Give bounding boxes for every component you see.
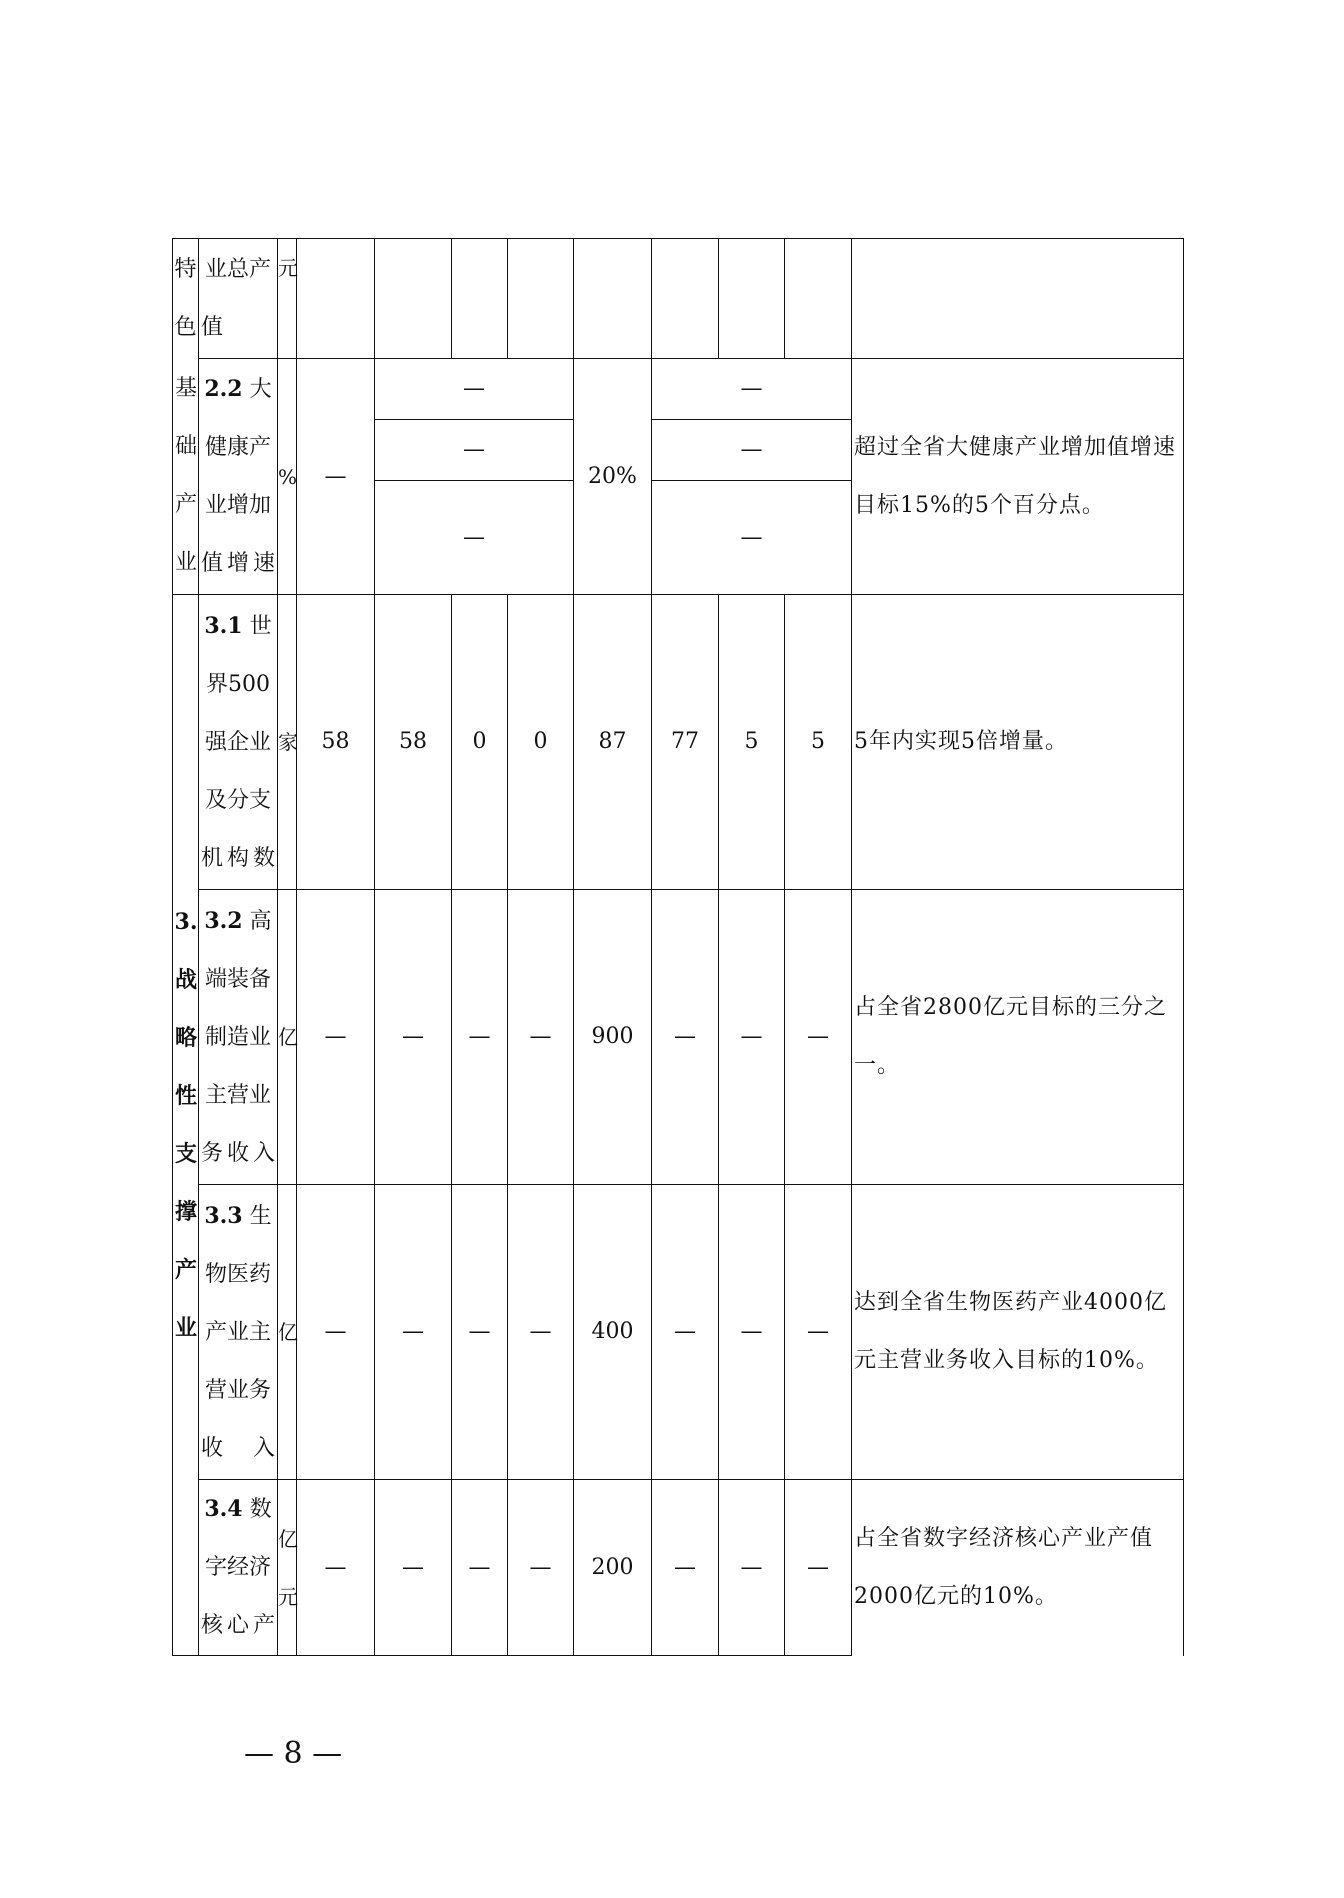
value: — — [529, 1554, 552, 1580]
value-cell — [375, 359, 574, 420]
item-name: 数字经济核心产 — [201, 1497, 275, 1638]
value: — — [463, 437, 485, 462]
unit-cell — [278, 359, 297, 595]
note-cell — [852, 359, 1184, 595]
note-cell — [852, 1480, 1184, 1656]
value: 5 — [811, 729, 825, 754]
item-name-cell — [199, 239, 278, 359]
value-cell — [297, 1185, 375, 1480]
value: — — [402, 1554, 424, 1580]
note-cell — [852, 239, 1184, 359]
value: — — [740, 1554, 763, 1580]
value-cell — [508, 890, 574, 1185]
value-cell — [652, 359, 852, 420]
value-cell — [452, 890, 508, 1185]
item-name-cell — [199, 890, 278, 1185]
value-cell — [508, 1185, 574, 1480]
indicator-table — [172, 238, 1184, 1656]
value-cell — [297, 595, 375, 890]
value-cell — [785, 1185, 852, 1480]
item-name-cell — [199, 595, 278, 890]
table-row — [173, 595, 1184, 890]
value: — — [324, 1319, 347, 1344]
value-cell — [508, 1480, 574, 1656]
item-name: 业总产值 — [201, 256, 271, 340]
value-cell — [375, 239, 452, 359]
value-cell — [574, 890, 652, 1185]
table-row — [173, 1480, 1184, 1656]
value-cell — [452, 1480, 508, 1656]
value-cell — [574, 359, 652, 595]
unit-label: 元 — [278, 256, 298, 280]
value: 0 — [533, 729, 548, 754]
value: — — [740, 1319, 763, 1344]
category-cell — [173, 359, 199, 595]
value-cell — [375, 481, 574, 595]
table-row — [173, 359, 1184, 420]
table-row — [173, 1185, 1184, 1480]
value: — — [529, 1024, 552, 1049]
item-code: 3.1 — [204, 612, 243, 639]
item-name-cell — [199, 1480, 278, 1656]
value-cell — [785, 239, 852, 359]
value: — — [740, 524, 763, 550]
item-name: 世界500强企业及分支机构数 — [201, 613, 275, 871]
unit-label: % — [278, 464, 298, 489]
unit-cell — [278, 595, 297, 890]
value-cell — [297, 359, 375, 595]
value-cell — [652, 1480, 719, 1656]
value-cell — [652, 1185, 719, 1480]
value-cell — [508, 595, 574, 890]
note-text: 超过全省大健康产业增加值增速目标15%的5个百分点。 — [854, 434, 1177, 518]
value-cell — [375, 1185, 452, 1480]
item-code: 3.2 — [204, 907, 243, 934]
value-cell — [375, 420, 574, 481]
value-cell — [452, 595, 508, 890]
value: 400 — [591, 1319, 634, 1344]
value-cell — [297, 239, 375, 359]
item-name: 高端装备制造业主营业务收入 — [201, 908, 275, 1166]
item-name: 大健康产业增加值增速 — [201, 377, 275, 576]
note-cell — [852, 595, 1184, 890]
value-cell — [785, 595, 852, 890]
category-cell — [173, 595, 199, 1656]
value-cell — [508, 239, 574, 359]
category-cell — [173, 239, 199, 359]
note-cell — [852, 1185, 1184, 1480]
value-cell — [652, 420, 852, 481]
unit-label: 亿元 — [278, 1526, 298, 1609]
value: 0 — [472, 729, 487, 754]
value-cell — [785, 1480, 852, 1656]
value: — — [463, 524, 485, 550]
category-fragment: 基础产业 — [174, 376, 197, 576]
item-name: 生物医药产业主营业务收入 — [201, 1203, 275, 1461]
value-cell — [375, 890, 452, 1185]
value: — — [807, 1319, 829, 1344]
value: — — [324, 463, 347, 489]
item-name-cell — [199, 1185, 278, 1480]
note-text: 达到全省生物医药产业4000亿元主营业务收入目标的10%。 — [854, 1290, 1167, 1373]
value-cell — [375, 1480, 452, 1656]
value-cell — [297, 890, 375, 1185]
value-cell — [652, 890, 719, 1185]
value-cell — [719, 595, 785, 890]
value: 77 — [671, 729, 699, 754]
value: — — [740, 437, 763, 462]
value: — — [468, 1024, 491, 1049]
value-cell — [719, 890, 785, 1185]
value: — — [740, 1024, 763, 1049]
value-cell — [785, 890, 852, 1185]
value-cell — [574, 239, 652, 359]
value: — — [529, 1319, 552, 1344]
value: 5 — [744, 729, 759, 754]
value-cell — [719, 239, 785, 359]
unit-cell — [278, 890, 297, 1185]
unit-cell — [278, 1480, 297, 1656]
value-cell — [452, 239, 508, 359]
value: — — [402, 1024, 424, 1049]
unit-label: 亿 — [278, 1320, 298, 1344]
item-code: 2.2 — [204, 376, 243, 402]
value: — — [807, 1024, 829, 1049]
note-text: 5年内实现5倍增量。 — [854, 729, 1068, 754]
value: — — [324, 1554, 347, 1580]
value-cell — [574, 1185, 652, 1480]
unit-label: 家 — [278, 730, 298, 754]
value: — — [807, 1554, 829, 1580]
unit-cell — [278, 239, 297, 359]
item-code: 3.3 — [204, 1202, 243, 1229]
note-text: 占全省2800亿元目标的三分之一。 — [854, 995, 1167, 1078]
value: — — [324, 1024, 347, 1049]
item-code: 3.4 — [204, 1496, 243, 1522]
table-row — [173, 239, 1184, 359]
value: 200 — [591, 1554, 634, 1580]
value: 900 — [591, 1024, 634, 1049]
value: 87 — [598, 729, 627, 754]
value-cell — [574, 595, 652, 890]
note-text: 占全省数字经济核心产业产值2000亿元的10%。 — [854, 1525, 1154, 1609]
value: — — [463, 376, 485, 401]
unit-cell — [278, 1185, 297, 1480]
table-row — [173, 890, 1184, 1185]
value: — — [468, 1554, 491, 1580]
value: — — [674, 1554, 696, 1580]
value: 58 — [399, 729, 427, 754]
page-number: — 8 — — [244, 1736, 343, 1771]
category-label: 3.战略性支撑产业 — [174, 909, 198, 1341]
category-fragment: 特色 — [174, 256, 197, 340]
value: — — [674, 1024, 696, 1049]
unit-label: 亿 — [278, 1025, 298, 1049]
value: — — [468, 1319, 491, 1344]
value-cell — [719, 1185, 785, 1480]
value: 58 — [321, 729, 350, 754]
note-cell — [852, 890, 1184, 1185]
value-cell — [574, 1480, 652, 1656]
value-cell — [652, 595, 719, 890]
value: 20% — [588, 463, 637, 489]
value-cell — [652, 239, 719, 359]
item-name-cell — [199, 359, 278, 595]
value: — — [674, 1319, 696, 1344]
value: — — [740, 376, 763, 401]
value-cell — [297, 1480, 375, 1656]
value: — — [402, 1319, 424, 1344]
value-cell — [652, 481, 852, 595]
value-cell — [375, 595, 452, 890]
value-cell — [452, 1185, 508, 1480]
value-cell — [719, 1480, 785, 1656]
